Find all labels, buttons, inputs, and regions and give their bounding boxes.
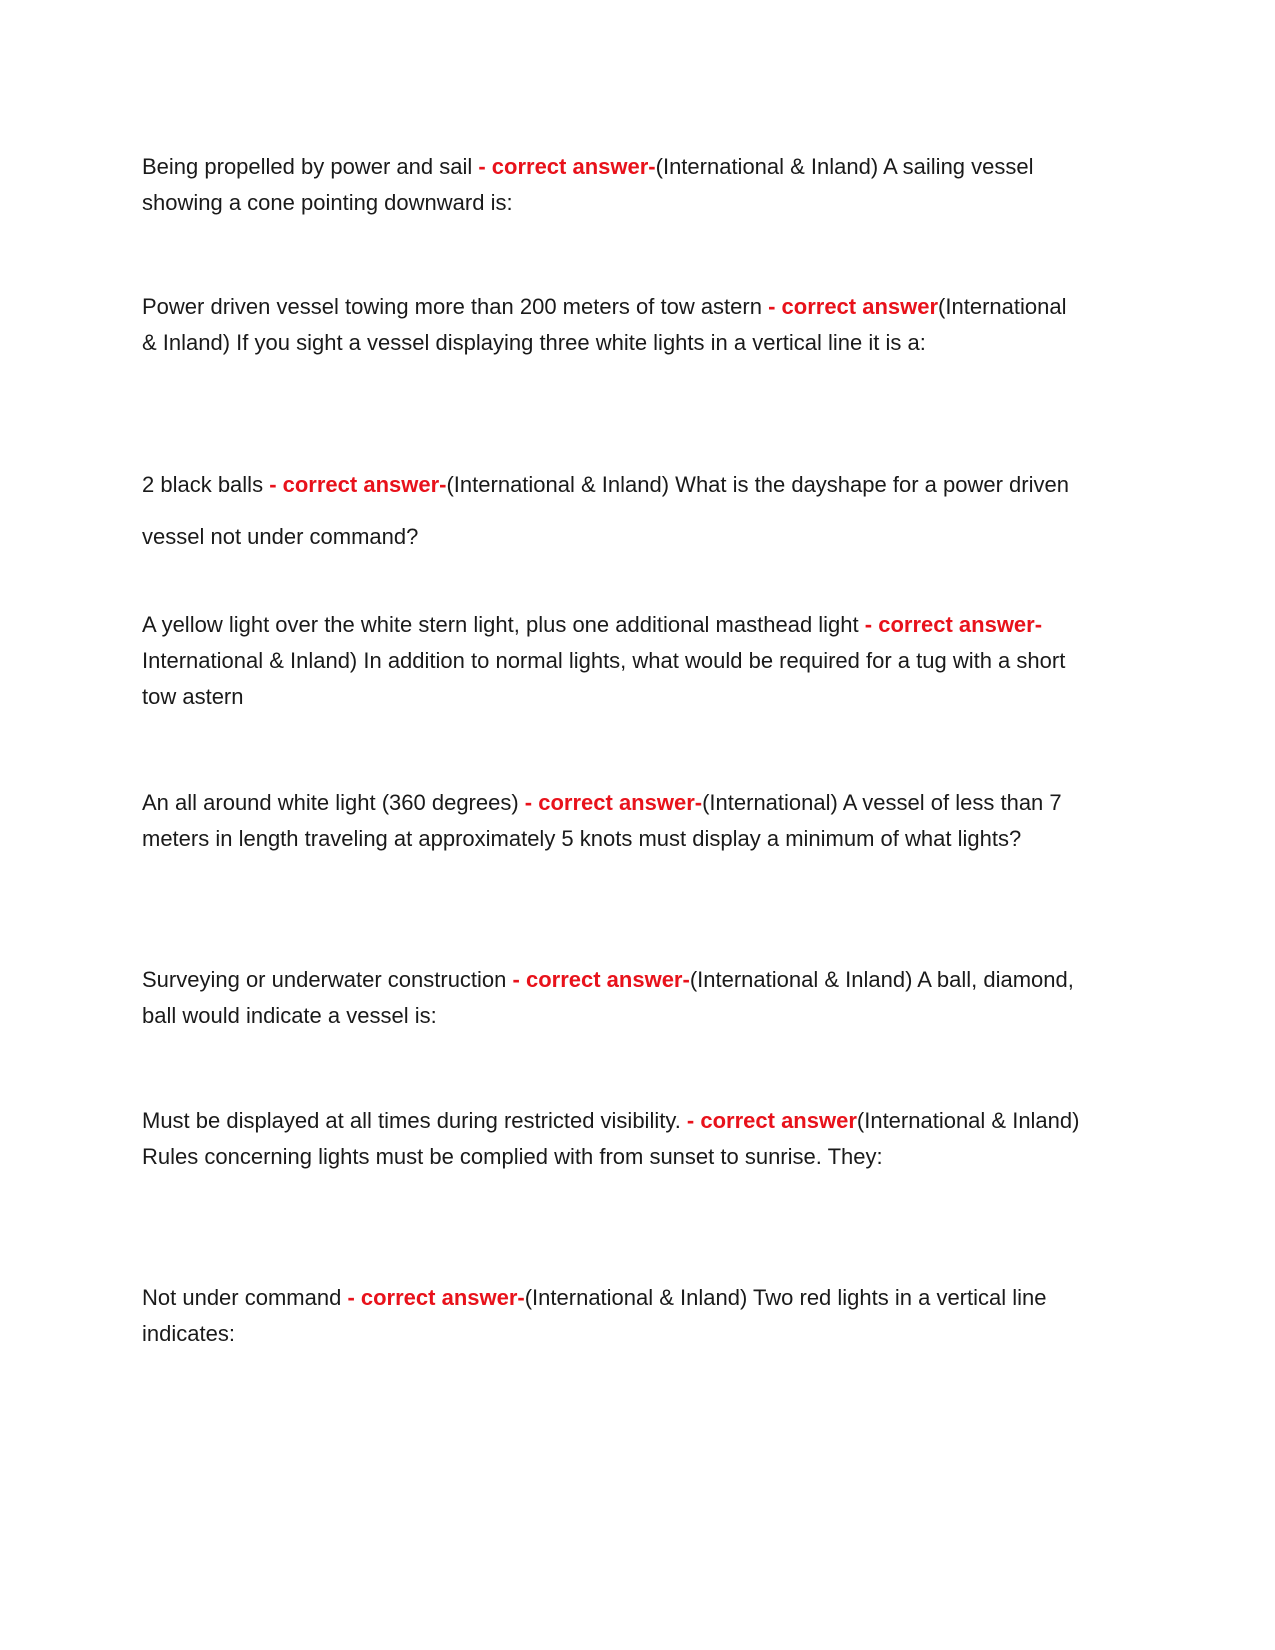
question-text: (International & Inland) Rules concerning lights must be complied with from sunset to sunrise. They:: [142, 1108, 1080, 1169]
answer-text: An all around white light (360 degrees): [142, 790, 525, 815]
correct-answer-marker: - correct answer-: [347, 1285, 525, 1310]
question-text: International & Inland) In addition to normal lights, what would be required for a tug with a short tow astern: [142, 648, 1066, 709]
question-text: (International) A vessel of less than 7 meters in length traveling at approximately 5 knots must display a minimum of what lights?: [142, 790, 1062, 851]
question-text: (International & Inland) A ball, diamond, ball would indicate a vessel is:: [142, 967, 1074, 1028]
question-text: (International & Inland) If you sight a vessel displaying three white lights in a vertical line it is a:: [142, 294, 1067, 355]
correct-answer-marker: - correct answer-: [864, 612, 1043, 637]
correct-answer-marker: - correct answer: [768, 294, 939, 319]
answer-text: Must be displayed at all times during restricted visibility.: [142, 1108, 687, 1133]
question-text: (International & Inland) A sailing vessel showing a cone pointing downward is:: [142, 154, 1034, 215]
qa-entry-4: [142, 607, 1082, 715]
answer-text: Being propelled by power and sail: [142, 154, 479, 179]
qa-entry-8: [142, 1280, 1082, 1352]
question-text: (International & Inland) Two red lights in a vertical line indicates:: [142, 1285, 1047, 1346]
answer-text: A yellow light over the white stern light, plus one additional masthead light: [142, 612, 865, 637]
question-text: (International & Inland) What is the dayshape for a power driven vessel not under command?: [142, 472, 1069, 549]
qa-entry-5: [142, 785, 1082, 857]
qa-entry-7: [142, 1103, 1082, 1175]
answer-text: 2 black balls: [142, 472, 270, 497]
correct-answer-marker: - correct answer-: [269, 472, 447, 497]
answer-text: Power driven vessel towing more than 200 meters of tow astern: [142, 294, 769, 319]
qa-entry-1: [142, 149, 1082, 221]
qa-entry-3: [142, 459, 1082, 563]
qa-entry-2: [142, 289, 1082, 361]
correct-answer-marker: - correct answer: [686, 1108, 857, 1133]
answer-text: Not under command: [142, 1285, 348, 1310]
qa-entry-6: [142, 962, 1082, 1034]
correct-answer-marker: - correct answer-: [512, 967, 690, 992]
correct-answer-marker: - correct answer-: [478, 154, 656, 179]
answer-text: Surveying or underwater construction: [142, 967, 513, 992]
correct-answer-marker: - correct answer-: [524, 790, 703, 815]
